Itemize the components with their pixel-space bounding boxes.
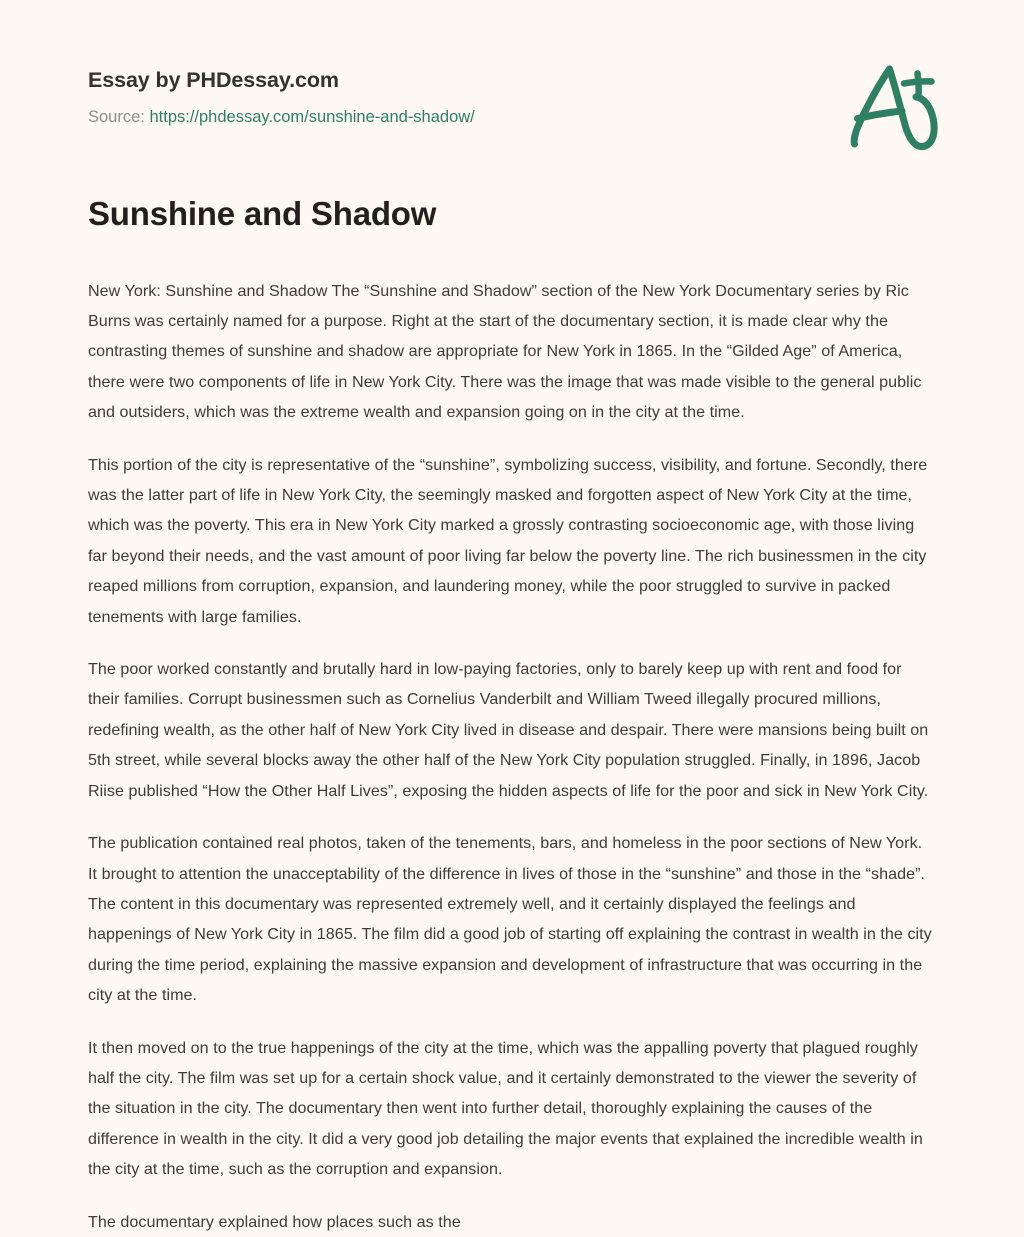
source-line — [88, 108, 936, 128]
paragraph: The publication contained real photos, taken of the tenements, bars, and homeless in the poor sections of New York. It brought to attention the unacceptability of the difference in lives of those in the “sunshine” and those in the “shade”. The content in this documentary was represented extremely well, and it certainly displayed the feelings and happenings of New York City in 1865. The film did a good job of starting off explaining the contrast in wealth in the city during the time period, explaining the massive expansion and development of infrastructure that was occurring in the city at the time. — [88, 834, 932, 1005]
page-title: Sunshine and Shadow — [88, 195, 437, 232]
a-plus-logo — [832, 48, 952, 168]
paragraph: The poor worked constantly and brutally hard in low-paying factories, only to barely keep up with rent and food for their families. Corrupt businessmen such as Cornelius Vanderbilt and William Tweed illegally procured millions, redefining wealth, as the other half of New York City lived in disease and despair. There were mansions being built on 5th street, while several blocks away the other half of the New York City population struggled. Finally, in 1896, Jacob Riise published “How the Other Half Lives”, exposing the hidden aspects of life for the poor and sick in New York City. — [88, 660, 929, 800]
paragraph: This portion of the city is representative of the “sunshine”, symbolizing success, visibility, and fortune. Secondly, there was the latter part of life in New York City, the seemingly masked and forgotten aspect of New York City at the time, which was the poverty. This era in New York City marked a grossly contrasting socioeconomic age, with those living far beyond their needs, and the vast amount of poor living far below the poverty line. The rich businessmen in the city reaped millions from corruption, expansion, and laundering money, while the poor struggled to survive in packed tenements with large families. — [88, 455, 928, 626]
source-label: Source: — [88, 107, 145, 126]
paragraph: The documentary explained how places such as the — [88, 1212, 461, 1231]
brand-title: Essay by PHDessay.com — [88, 68, 339, 92]
a-plus-logo-icon — [832, 48, 952, 168]
paragraph: It then moved on to the true happenings of the city at the time, which was the appalling poverty that plagued roughly half the city. The film was set up for a certain shock value, and it certainly demonstrated to the viewer the severity of the situation in the city. The documentary then went into further detail, thoroughly explaining the causes of the difference in wealth in the city. It did a very good job detailing the major events that explained the incredible wealth in the city at the time, such as the corruption and expansion. — [88, 1038, 923, 1179]
article-body — [88, 234, 934, 1237]
page-header — [88, 0, 936, 126]
source-url-link[interactable]: https://phdessay.com/sunshine-and-shadow/ — [149, 107, 475, 126]
paragraph: New York: Sunshine and Shadow The “Sunshine and Shadow” section of the New York Documentary series by Ric Burns was certainly named for a purpose. Right at the start of the documentary section, it is made clear why the contrasting themes of sunshine and shadow are appropriate for New York in 1865. In the “Gilded Age” of America, there were two components of life in New York City. There was the image that was made visible to the general public and outsiders, which was the extreme wealth and expansion going on in the city at the time. — [88, 281, 922, 422]
